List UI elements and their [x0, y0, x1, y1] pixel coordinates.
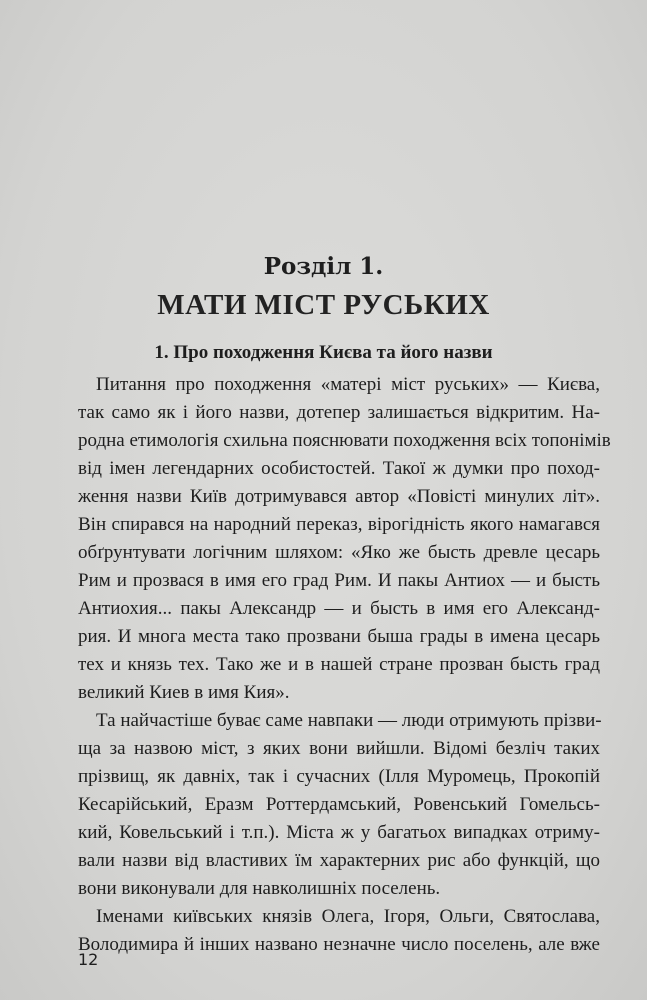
text-line: Кесарійський, Еразм Роттердамський, Ровенський Гомельсь- [78, 794, 600, 815]
body-text [78, 371, 611, 959]
text-line: родна етимологія схильна пояснювати походження всіх топонімів [78, 430, 611, 451]
paragraph [78, 371, 611, 707]
text-line: так само як і його назви, дотепер залишається відкритим. На- [78, 402, 600, 423]
text-line: Він спирався на народний переказ, вірогідність якого намагався [78, 514, 600, 535]
paragraph [78, 903, 600, 959]
text-line: великий Киев в имя Кия». [78, 682, 290, 703]
text-line: Антиохия... пакы Александр — и бысть в имя его Александ- [78, 598, 600, 619]
text-line: обґрунтувати логічним шляхом: «Яко же бысть древле цесарь [78, 542, 600, 563]
chapter-label: Розділ 1. [263, 253, 384, 280]
chapter-title: МАТИ МІСТ РУСЬКИХ [157, 289, 490, 321]
text-line: кий, Ковельський і т.п.). Міста ж у багатьох випадках отриму- [78, 822, 600, 843]
text-line: вали назви від властивих їм характерних рис або функцій, що [78, 850, 600, 871]
text-line: прізвищ, як давніх, так і сучасних (Ілля Муромець, Прокопій [78, 766, 600, 787]
text-line: Та найчастіше буває саме навпаки — люди отримують прізви- [96, 710, 602, 731]
text-line: ща за назвою міст, з яких вони вийшли. Відомі безліч таких [78, 738, 600, 759]
text-line: вони виконували для навколишніх поселень. [78, 878, 441, 899]
text-line: Іменами київських князів Олега, Ігоря, Ольги, Святослава, [96, 906, 600, 927]
paragraph [78, 707, 600, 903]
text-line: рия. И многа места тако прозвани быша грады в имена цесарь [78, 626, 600, 647]
text-line: ження назви Київ дотримувався автор «Повісті минулих літ». [78, 486, 600, 507]
text-line: Рим и прозвася в имя его град Рим. И пакы Антиох — и бысть [78, 570, 600, 591]
text-line: від імен легендарних особистостей. Такої ж думки про поход- [78, 458, 600, 479]
section-title: 1. Про походження Києва та його назви [154, 342, 493, 363]
page-number: 12 [78, 950, 99, 969]
text-line: Питання про походження «матері міст руських» — Києва, [96, 374, 600, 395]
text-line: Володимира й інших названо незначне число поселень, але вже [78, 934, 600, 955]
text-line: тех и князь тех. Тако же и в нашей стране прозван бысть град [78, 654, 600, 675]
